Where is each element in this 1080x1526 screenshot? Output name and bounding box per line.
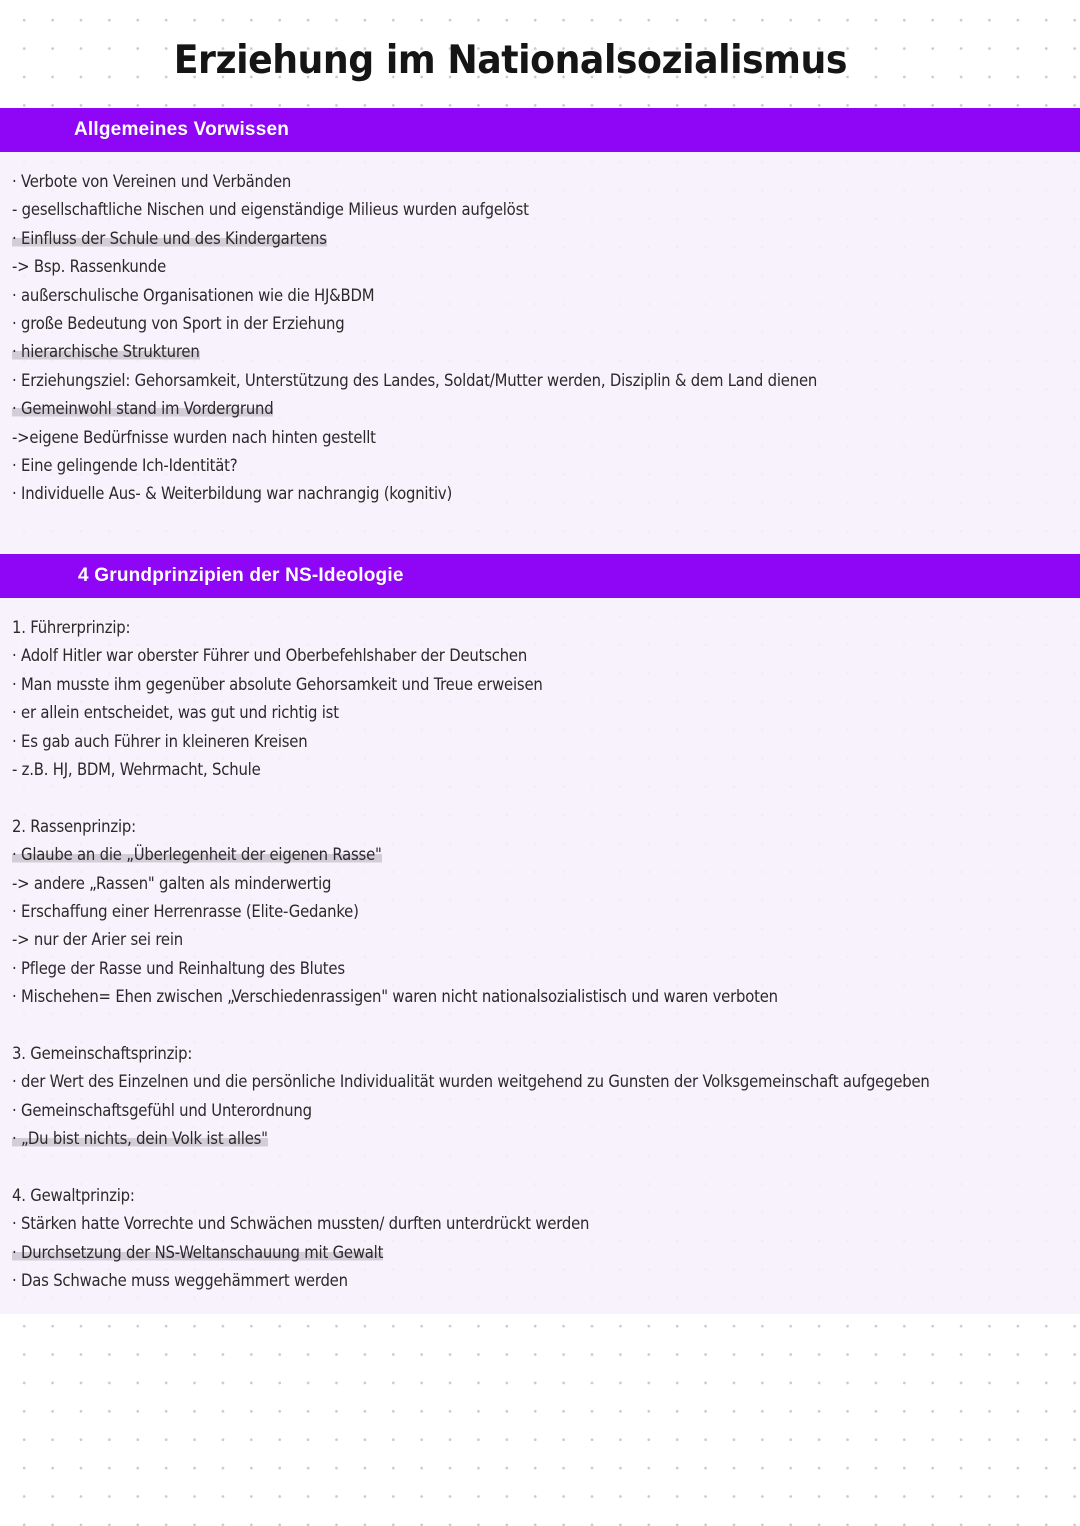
- note-line: · Erschaffung einer Herrenrasse (Elite-Gedanke): [12, 901, 359, 921]
- spacer: [12, 784, 930, 812]
- spacer: [12, 1153, 930, 1181]
- note-line: · Mischehen= Ehen zwischen „Verschiedenrassigen" waren nicht nationalsozialistisch und waren verboten: [12, 987, 778, 1007]
- note-line: · Eine gelingende Ich-Identität?: [12, 455, 238, 475]
- note-line: · hierarchische Strukturen: [12, 342, 200, 362]
- section-header-grundprinzipien: [0, 554, 1080, 598]
- note-line: · Glaube an die „Überlegenheit der eigenen Rasse": [12, 845, 382, 865]
- note-line: ->eigene Bedürfnisse wurden nach hinten gestellt: [12, 427, 376, 447]
- note-line: · Durchsetzung der NS-Weltanschauung mit Gewalt: [12, 1242, 384, 1262]
- note-line: · Einfluss der Schule und des Kindergartens: [12, 228, 327, 248]
- note-line: · außerschulische Organisationen wie die HJ&BDM: [12, 285, 375, 305]
- note-line: · Verbote von Vereinen und Verbänden: [12, 172, 292, 191]
- note-list-vorwissen: [12, 168, 817, 509]
- note-line: · er allein entscheidet, was gut und richtig ist: [12, 703, 339, 723]
- note-line: · Adolf Hitler war oberster Führer und Oberbefehlshaber der Deutschen: [12, 646, 528, 666]
- note-line: · Gemeinwohl stand im Vordergrund: [12, 399, 274, 419]
- principle-heading: 3. Gemeinschaftsprinzip:: [12, 1043, 193, 1063]
- note-line: -> andere „Rassen" galten als minderwertig: [12, 873, 332, 893]
- principle-heading: 2. Rassenprinzip:: [12, 816, 136, 836]
- page-title: Erziehung im Nationalsozialismus: [173, 38, 847, 83]
- principle-heading: 1. Führerprinzip:: [12, 618, 131, 637]
- note-line: · Stärken hatte Vorrechte und Schwächen mussten/ durften unterdrückt werden: [12, 1214, 590, 1234]
- note-line: · Man musste ihm gegenüber absolute Gehorsamkeit und Treue erweisen: [12, 674, 543, 694]
- note-line: · Es gab auch Führer in kleineren Kreisen: [12, 731, 308, 751]
- note-list-grundprinzipien: [12, 614, 930, 1295]
- principle-heading: 4. Gewaltprinzip:: [12, 1185, 135, 1205]
- note-line: -> nur der Arier sei rein: [12, 930, 183, 950]
- note-line: · Pflege der Rasse und Reinhaltung des Blutes: [12, 958, 345, 978]
- note-line: · Erziehungsziel: Gehorsamkeit, Unterstützung des Landes, Soldat/Mutter werden, Disziplin & dem Land dienen: [12, 370, 818, 390]
- note-line: · Individuelle Aus- & Weiterbildung war nachrangig (kognitiv): [12, 484, 453, 504]
- note-line: -> Bsp. Rassenkunde: [12, 257, 167, 277]
- section-body-grundprinzipien: [0, 598, 1080, 1314]
- section-heading: Allgemeines Vorwissen: [74, 119, 290, 140]
- section-header-vorwissen: [0, 108, 1080, 152]
- note-line: · Gemeinschaftsgefühl und Unterordnung: [12, 1100, 312, 1120]
- spacer: [12, 1011, 930, 1039]
- note-line: · „Du bist nichts, dein Volk ist alles": [12, 1129, 268, 1149]
- section-heading: 4 Grundprinzipien der NS-Ideologie: [78, 565, 404, 586]
- note-line: · Das Schwache muss weggehämmert werden: [12, 1270, 348, 1290]
- note-line: - gesellschaftliche Nischen und eigenständige Milieus wurden aufgelöst: [12, 200, 529, 220]
- note-line: - z.B. HJ, BDM, Wehrmacht, Schule: [12, 759, 261, 779]
- section-body-vorwissen: [0, 152, 1080, 554]
- note-line: · der Wert des Einzelnen und die persönliche Individualität wurden weitgehend zu Gunsten der Volksgemeinschaft aufgegeben: [12, 1072, 930, 1092]
- note-line: · große Bedeutung von Sport in der Erziehung: [12, 313, 345, 333]
